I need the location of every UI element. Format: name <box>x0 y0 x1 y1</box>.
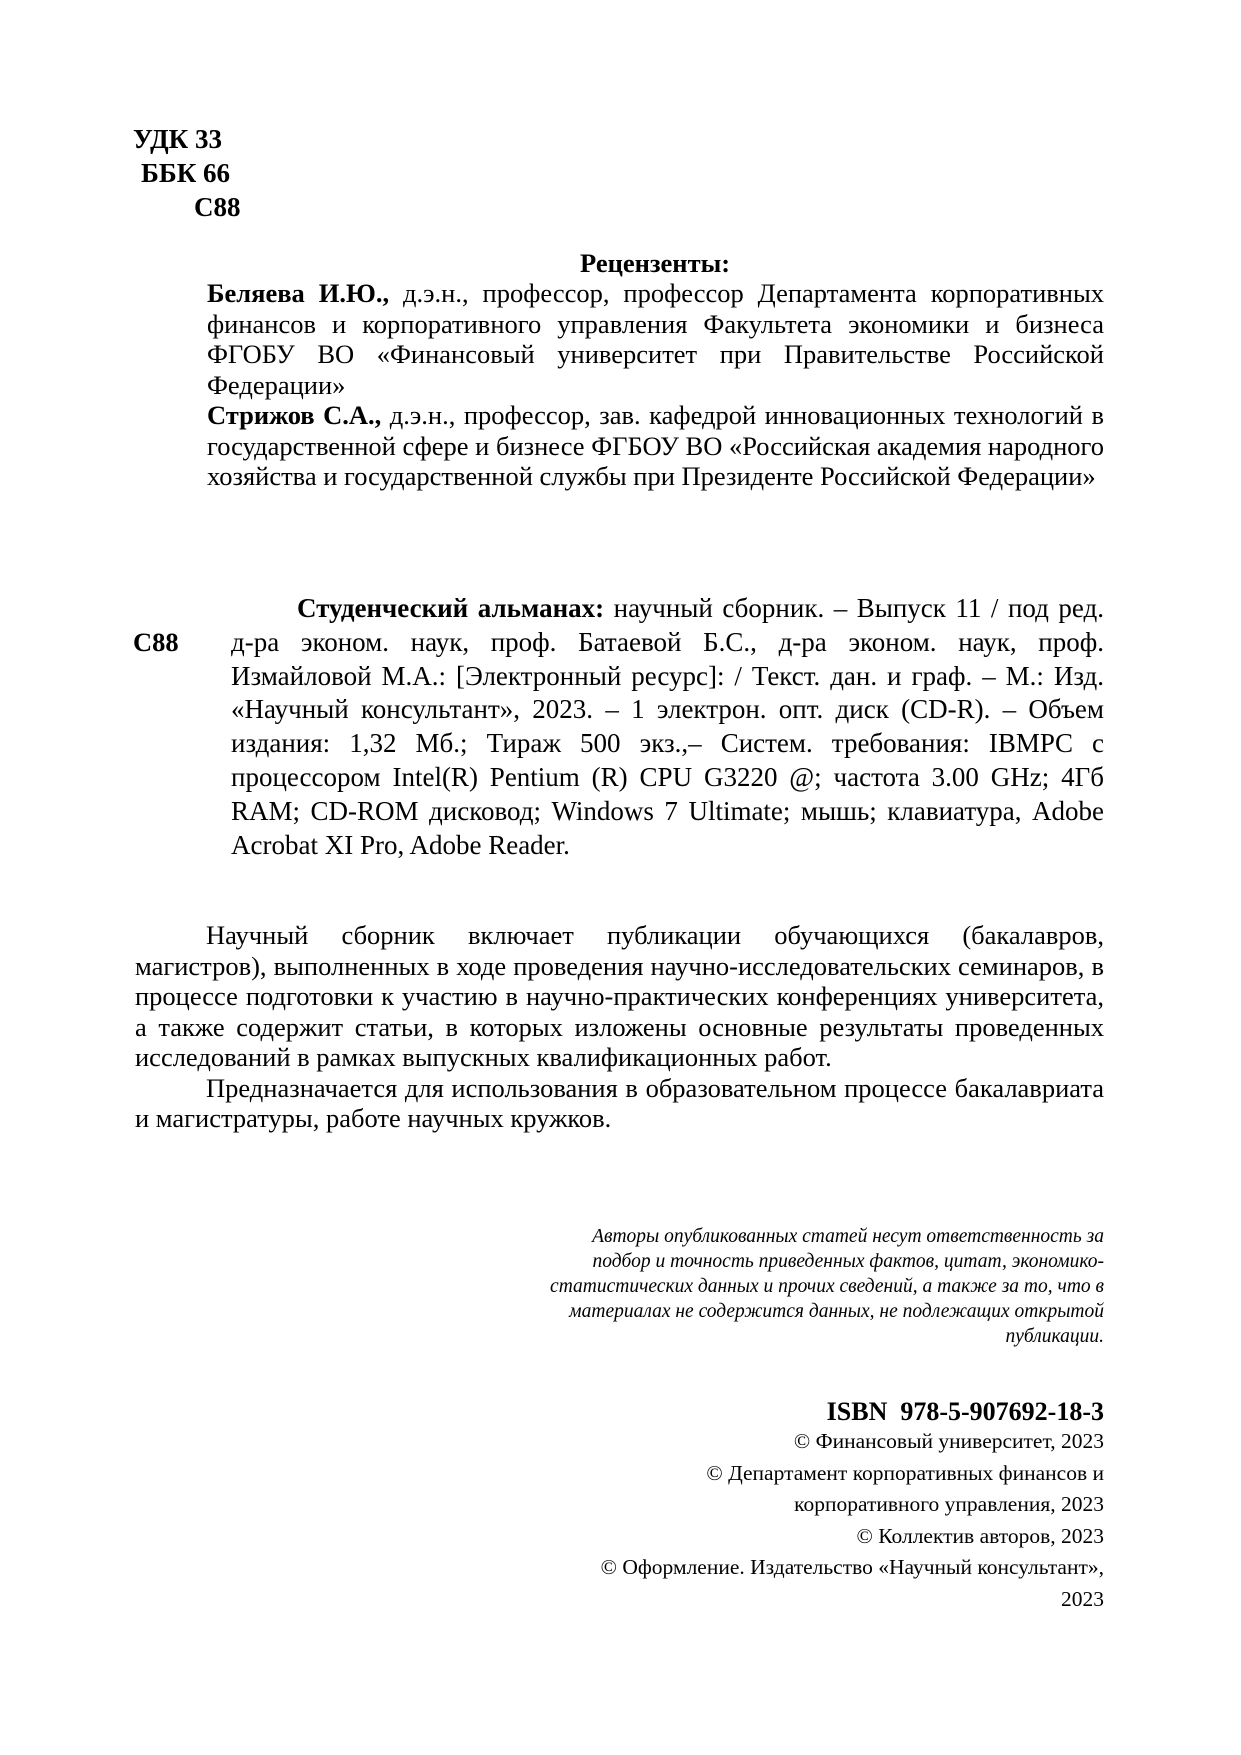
copyright-line: © Департамент корпоративных финансов и <box>706 1460 1104 1485</box>
bbk-code: ББК 66 <box>141 158 231 188</box>
disclaimer-line: Авторы опубликованных статей несут ответственность за <box>592 1226 1104 1247</box>
reviewer-1-text: д.э.н., профессор, профессор Департамента корпоративных финансов и корпоративного управления Факультета экономики и бизнеса ФГОБУ ВО «Финансовый университет при Правительстве Российской Федерации» <box>207 278 1104 400</box>
reviewer-1 <box>207 278 1104 400</box>
copyright-line: корпоративного управления, 2023 <box>794 1492 1104 1516</box>
bibliographic-side-mark: С88 <box>133 627 179 657</box>
reviewer-2-text: д.э.н., профессор, зав. кафедрой инновационных технологий в государственной сфере и бизнесе ФГБОУ ВО «Российская академия народного хозяйства и государственной службы при Президенте Российской Федерации» <box>207 400 1104 491</box>
isbn: ISBN 978-5-907692-18-3 <box>826 1397 1104 1426</box>
reviewer-2-name: Стрижов С.А., <box>207 400 382 430</box>
classification-block <box>133 122 241 224</box>
author-mark: С88 <box>194 192 241 222</box>
udk-code: УДК 33 <box>133 124 222 154</box>
bibliographic-record <box>231 592 1104 862</box>
copyright-line: 2023 <box>1061 1586 1104 1611</box>
disclaimer-line: публикации. <box>1005 1326 1104 1347</box>
abstract <box>135 920 1104 1134</box>
copyright-line: © Коллектив авторов, 2023 <box>856 1523 1104 1548</box>
almanac-title: Студенческий альманах: <box>297 593 605 623</box>
copyright-line: © Финансовый университет, 2023 <box>793 1429 1104 1453</box>
disclaimer-line: подбор и точность приведенных фактов, цитат, экономико- <box>592 1251 1104 1272</box>
copyright-block <box>601 1426 1104 1615</box>
reviewer-1-name: Беляева И.Ю., <box>207 278 390 308</box>
disclaimer-line: материалах не содержится данных, не подлежащих открытой <box>569 1301 1104 1322</box>
reviewer-2 <box>207 400 1104 492</box>
abstract-paragraph-2: Предназначается для использования в образовательном процессе бакалавриата и магистратуры, работе научных кружков. <box>135 1072 1104 1133</box>
copyright-line: © Оформление. Издательство «Научный консультант», <box>600 1555 1104 1579</box>
reviewers-title: Рецензенты: <box>580 248 731 278</box>
disclaimer-line: статистических данных и прочих сведений, а также за то, что в <box>550 1276 1104 1297</box>
abstract-paragraph-1: Научный сборник включает публикации обучающихся (бакалавров, магистров), выполненных в ходе проведения научно-исследовательских семинаров, в процессе подготовки к участию в научно-практических конференциях университета, а также содержит статьи, в которых изложены основные результаты проведенных исследований в рамках выпускных квалификационных работ. <box>135 920 1104 1072</box>
almanac-description: научный сборник. – Выпуск 11 / под ред. д-ра эконом. наук, проф. Батаевой Б.С., д-ра эконом. наук, проф. Измайловой М.А.: [Электронный ресурс]: / Текст. дан. и граф. – М.: Изд. «Научный консультант», 2023. – 1 электрон. опт. диск (CD-R). – Объем издания: 1,32 Мб.; Тираж 500 экз.,– Систем. требования: IBMPC с процессором Intel(R) Pentium (R) CPU G3220 @; частота 3.00 GHz; 4Гб RAM; CD-ROM дисковод; Windows 7 Ultimate; мышь; клавиатура, Adobe Acrobat XI Pro, Adobe Reader. <box>231 593 1104 860</box>
disclaimer <box>500 1224 1104 1349</box>
